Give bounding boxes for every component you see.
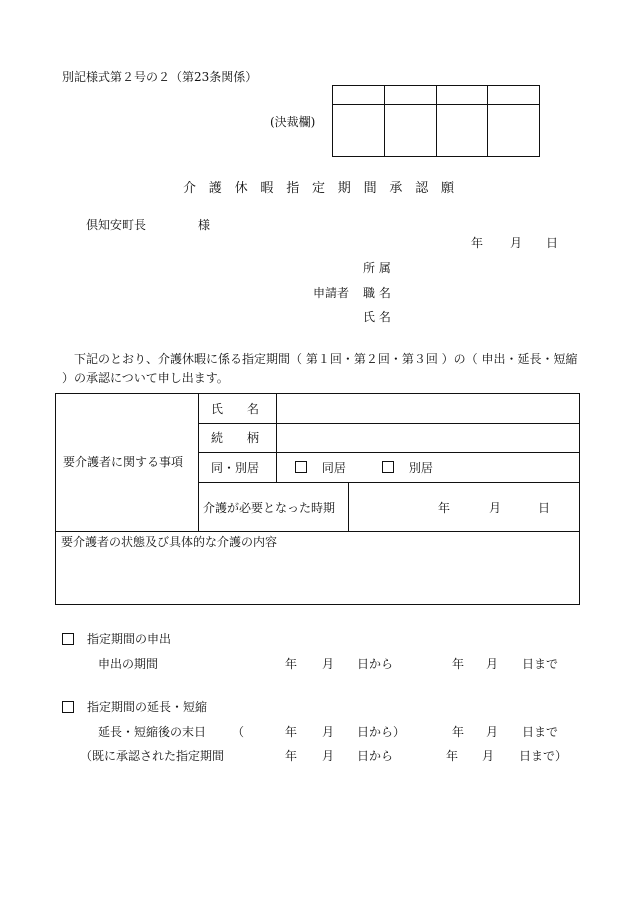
approval-stamp-cell [488, 105, 540, 157]
from-month: 月 [322, 657, 335, 671]
date-year: 年 [471, 236, 484, 250]
table-divider [198, 394, 199, 531]
approval-stamp-cell [384, 105, 436, 157]
care-needed-label: 介護が必要となった時期 [203, 501, 336, 515]
cohabiting-label: 同居 [321, 461, 346, 475]
applicant-affiliation: 所 属 [363, 261, 391, 275]
care-day: 日 [538, 501, 551, 515]
end-open-paren: （ [232, 725, 245, 739]
prior-to-day: 日まで） [519, 749, 568, 763]
checkbox-icon[interactable] [382, 461, 394, 473]
end-to-year: 年 [452, 725, 465, 739]
to-month: 月 [486, 657, 499, 671]
approval-cell [436, 86, 488, 105]
end-label: 延長・短縮後の末日 [98, 725, 207, 739]
condition-label: 要介護者の状態及び具体的な介護の内容 [61, 535, 278, 549]
table-divider [56, 531, 580, 532]
table-divider [276, 394, 277, 482]
prior-label: （既に承認された指定期間 [80, 749, 225, 763]
prior-from-day: 日から [357, 749, 394, 763]
checkbox-icon[interactable] [62, 633, 74, 645]
section1-heading: 指定期間の申出 [87, 632, 172, 646]
relation-label: 続 柄 [211, 431, 260, 445]
date-day: 日 [546, 236, 559, 250]
from-year: 年 [285, 657, 298, 671]
to-year: 年 [452, 657, 465, 671]
prior-to-month: 月 [482, 749, 495, 763]
applicant-position: 職 名 [363, 286, 391, 300]
care-year: 年 [438, 501, 451, 515]
table-divider [348, 482, 349, 531]
end-to-day: 日まで [522, 725, 559, 739]
end-from-day: 日から） [357, 725, 406, 739]
approval-cell [488, 86, 540, 105]
date-month: 月 [510, 236, 523, 250]
approval-grid [332, 85, 540, 157]
end-to-month: 月 [486, 725, 499, 739]
section2-heading: 指定期間の延長・短縮 [87, 700, 208, 714]
approval-cell [384, 86, 436, 105]
section1-checkbox[interactable] [62, 633, 74, 646]
prior-to-year: 年 [446, 749, 459, 763]
table-divider [198, 423, 580, 424]
applicant-label: 申請者 [313, 286, 350, 300]
prior-from-month: 月 [322, 749, 335, 763]
period-label: 申出の期間 [98, 657, 159, 671]
prior-from-year: 年 [285, 749, 298, 763]
separate-living-label: 別居 [408, 461, 433, 475]
care-month: 月 [489, 501, 502, 515]
approval-cell [333, 86, 385, 105]
intro-paragraph: 下記のとおり、介護休暇に係る指定期間（ 第１回・第２回・第３回 ）の（ 申出・延長・短縮 ）の承認について申し出ます。 [62, 352, 578, 385]
end-from-year: 年 [285, 725, 298, 739]
form-number: 別記様式第２号の２（第23条関係） [62, 70, 258, 84]
table-divider [198, 452, 580, 453]
section-label: 要介護者に関する事項 [63, 455, 184, 469]
end-from-month: 月 [322, 725, 335, 739]
to-day: 日まで [522, 657, 559, 671]
living-label: 同・別居 [211, 461, 260, 475]
checkbox-icon[interactable] [295, 461, 307, 473]
addressee-honorific: 様 [198, 218, 211, 232]
approval-stamp-cell [436, 105, 488, 157]
page-title: 介護休暇指定期間承認願 [183, 181, 467, 196]
table-divider [198, 482, 580, 483]
section2-checkbox[interactable] [62, 701, 74, 714]
cohabiting-checkbox-option[interactable] [295, 461, 346, 474]
name-label: 氏 名 [211, 402, 260, 416]
checkbox-icon[interactable] [62, 701, 74, 713]
from-day: 日から [357, 657, 394, 671]
approval-label: (決裁欄) [270, 115, 316, 129]
applicant-name: 氏 名 [363, 310, 391, 324]
addressee: 倶知安町長 [86, 218, 147, 232]
approval-stamp-cell [333, 105, 385, 157]
care-recipient-table [55, 393, 580, 605]
separate-living-checkbox-option[interactable] [382, 461, 433, 474]
